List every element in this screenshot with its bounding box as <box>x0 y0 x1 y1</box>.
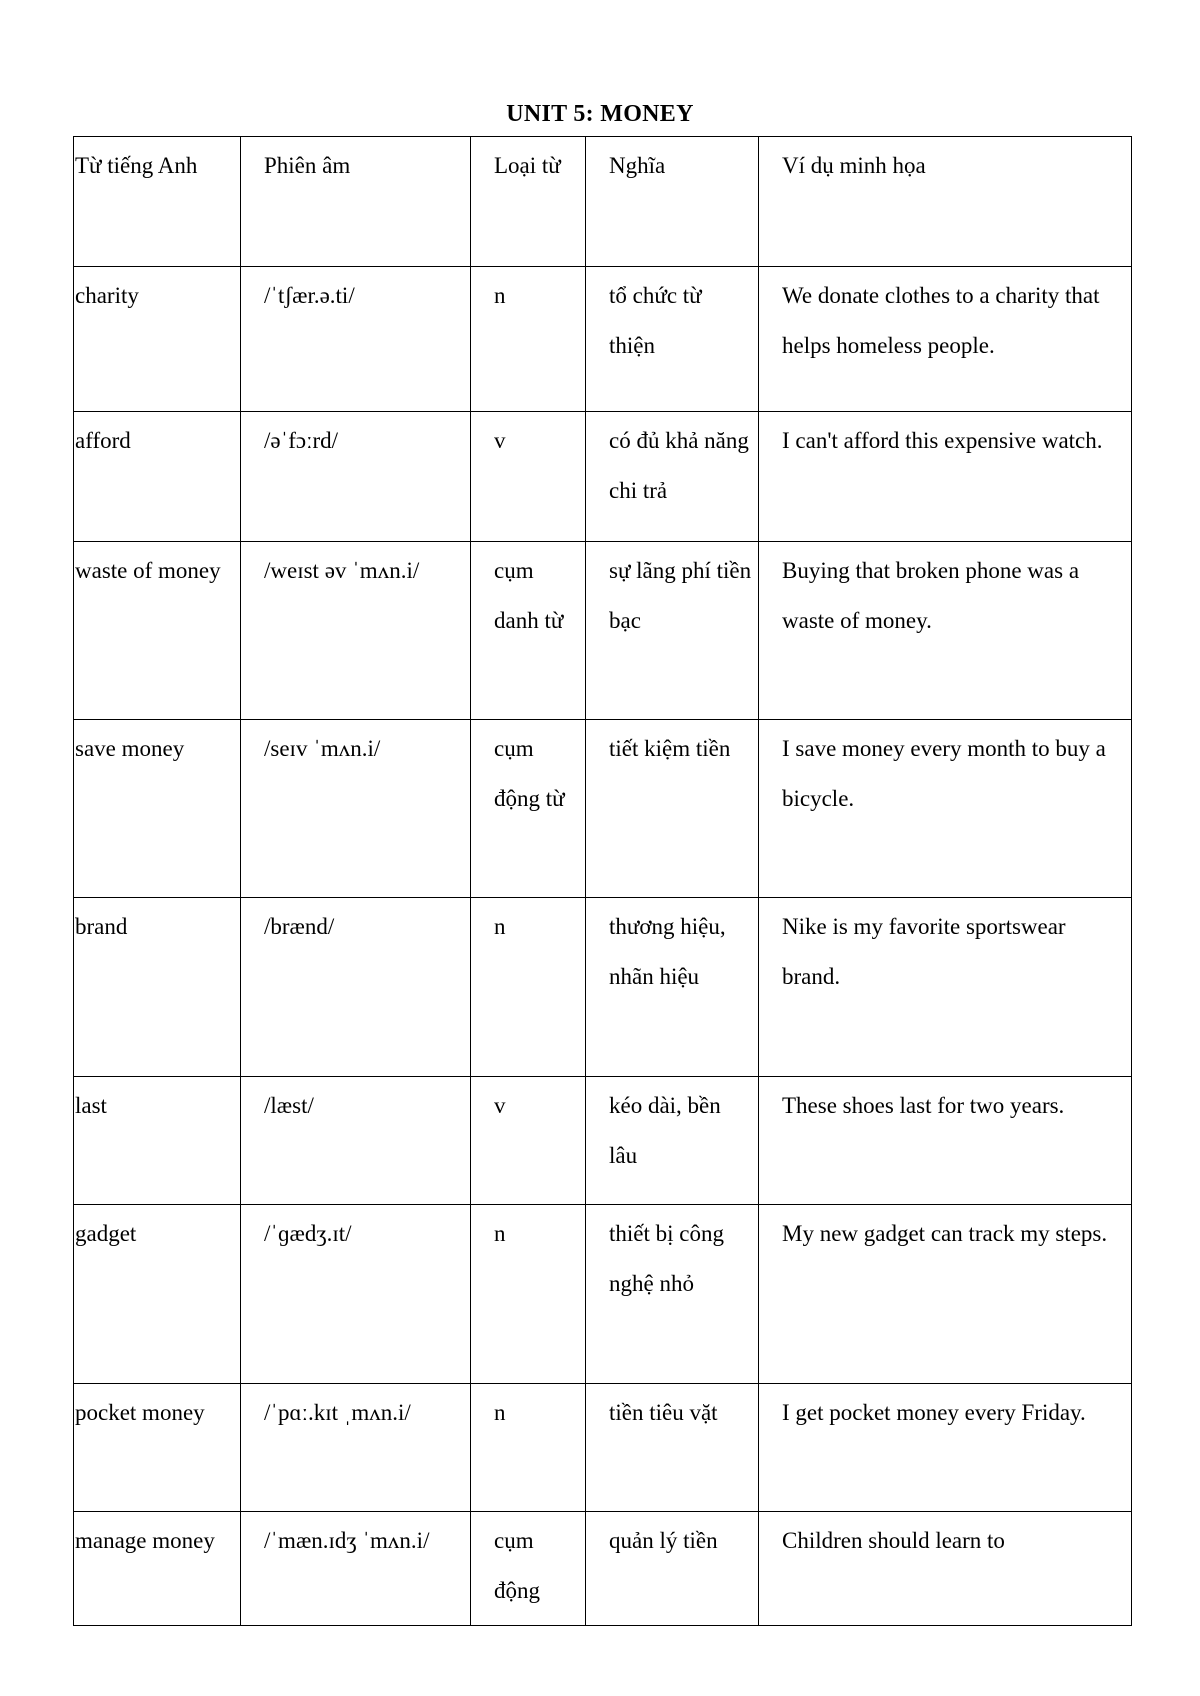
pos-cell: n <box>471 898 586 1077</box>
word-cell: last <box>74 1077 241 1205</box>
ipa-cell: /ˈɡædʒ.ɪt/ <box>241 1205 471 1384</box>
ipa-cell: /seɪv ˈmʌn.i/ <box>241 720 471 898</box>
example-cell: Nike is my favorite sportswear brand. <box>759 898 1132 1077</box>
pos-cell: n <box>471 1205 586 1384</box>
word-cell: pocket money <box>74 1384 241 1512</box>
pos-cell: v <box>471 412 586 542</box>
meaning-cell: tiết kiệm tiền <box>586 720 759 898</box>
vocabulary-table <box>73 136 1132 1626</box>
ipa-cell: /ˈpɑː.kɪt ˌmʌn.i/ <box>241 1384 471 1512</box>
example-cell: Children should learn to <box>759 1512 1132 1626</box>
meaning-cell: quản lý tiền <box>586 1512 759 1626</box>
ipa-cell: /ˈtʃær.ə.ti/ <box>241 267 471 412</box>
meaning-cell: có đủ khả năng chi trả <box>586 412 759 542</box>
word-cell: gadget <box>74 1205 241 1384</box>
meaning-cell: kéo dài, bền lâu <box>586 1077 759 1205</box>
word-cell: charity <box>74 267 241 412</box>
table-header-row <box>74 137 1132 267</box>
table-row <box>74 267 1132 412</box>
ipa-cell: /weɪst əv ˈmʌn.i/ <box>241 542 471 720</box>
pos-cell: n <box>471 1384 586 1512</box>
pos-cell: cụm danh từ <box>471 542 586 720</box>
example-cell: We donate clothes to a charity that helps homeless people. <box>759 267 1132 412</box>
meaning-cell: thiết bị công nghệ nhỏ <box>586 1205 759 1384</box>
table-row <box>74 412 1132 542</box>
ipa-cell: /əˈfɔːrd/ <box>241 412 471 542</box>
meaning-cell: tiền tiêu vặt <box>586 1384 759 1512</box>
meaning-cell: sự lãng phí tiền bạc <box>586 542 759 720</box>
pos-cell: v <box>471 1077 586 1205</box>
word-cell: afford <box>74 412 241 542</box>
table-row <box>74 898 1132 1077</box>
example-cell: I save money every month to buy a bicycle. <box>759 720 1132 898</box>
word-cell: manage money <box>74 1512 241 1626</box>
ipa-cell: /ˈmæn.ɪdʒ ˈmʌn.i/ <box>241 1512 471 1626</box>
header-pos: Loại từ <box>471 137 586 267</box>
example-cell: I get pocket money every Friday. <box>759 1384 1132 1512</box>
meaning-cell: thương hiệu, nhãn hiệu <box>586 898 759 1077</box>
word-cell: waste of money <box>74 542 241 720</box>
example-cell: These shoes last for two years. <box>759 1077 1132 1205</box>
pos-cell: cụm động từ <box>471 720 586 898</box>
ipa-cell: /læst/ <box>241 1077 471 1205</box>
header-ipa: Phiên âm <box>241 137 471 267</box>
ipa-cell: /brænd/ <box>241 898 471 1077</box>
table-row <box>74 1384 1132 1512</box>
table-row <box>74 1077 1132 1205</box>
header-example: Ví dụ minh họa <box>759 137 1132 267</box>
word-cell: brand <box>74 898 241 1077</box>
header-meaning: Nghĩa <box>586 137 759 267</box>
example-cell: My new gadget can track my steps. <box>759 1205 1132 1384</box>
pos-cell: n <box>471 267 586 412</box>
page-title: UNIT 5: MONEY <box>506 101 694 127</box>
example-cell: Buying that broken phone was a waste of money. <box>759 542 1132 720</box>
table-row <box>74 542 1132 720</box>
table-row <box>74 1205 1132 1384</box>
header-word: Từ tiếng Anh <box>74 137 241 267</box>
word-cell: save money <box>74 720 241 898</box>
meaning-cell: tổ chức từ thiện <box>586 267 759 412</box>
pos-cell: cụm động <box>471 1512 586 1626</box>
table-row <box>74 720 1132 898</box>
example-cell: I can't afford this expensive watch. <box>759 412 1132 542</box>
table-row <box>74 1512 1132 1626</box>
